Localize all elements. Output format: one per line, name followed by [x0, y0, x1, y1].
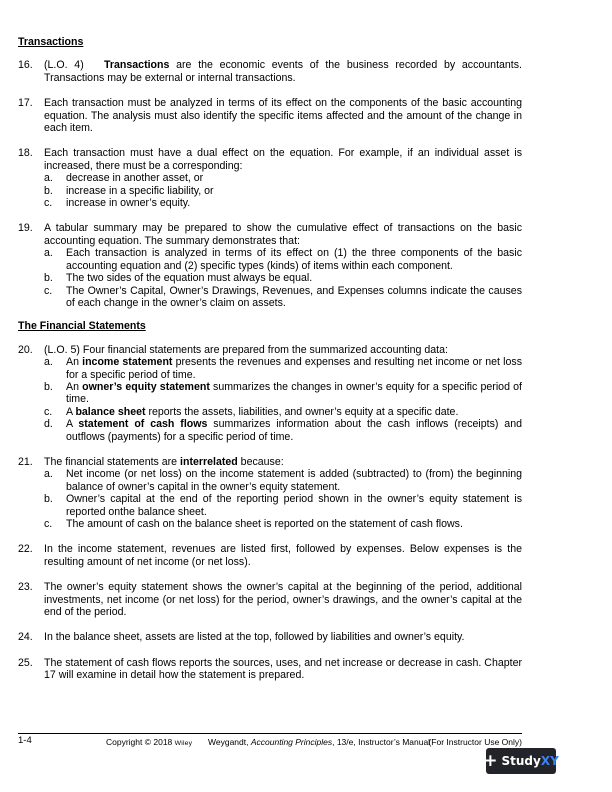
list-item-20: 20. (L.O. 5) Four financial statements are prepared from the summarized accounting data: a. An income statement presents the revenues and expenses and resulting net income or net loss for a specific period of time. b. An owner’s equity statement summarizes the changes in owner’s equity for a specific period of time. c. A balance sheet reports the assets, liabilities, and owner’s equity at a specific date. d. A statement of cash flows summarizes information about the cash inflows (receipts) and outflows (payments) for a specific period of time. [18, 343, 523, 443]
plus-icon: + [483, 750, 498, 771]
sub-item: d. A statement of cash flows summarizes information about the cash inflows (receipts) and outflows (payments) for a specific period of time. [44, 418, 522, 443]
list-item-18: 18. Each transaction must have a dual effect on the equation. For example, if an individual asset is increased, there must be a corresponding: a. decrease in another asset, or b. increase in a specific liability, or c. increase in owner’s equity. [18, 147, 522, 210]
list-item-24: 24. In the balance sheet, assets are listed at the top, followed by liabilities and owner’s equity. [18, 631, 465, 644]
sub-item: b. The two sides of the equation must always be equal. [44, 272, 313, 285]
list-item-21: 21. The financial statements are interrelated because: a. Net income (or net loss) on the income statement is added (subtracted) to (from) the beginning balance of owner’s capital in the owner’s equity statement. b. Owner’s capital at the end of the reporting period shown in the owner’s equity statement is reported onthe balance sheet. c. The amount of cash on the balance sheet is reported on the statement of cash flows. [18, 455, 522, 530]
sub-item: a. Net income (or net loss) on the income statement is added (subtracted) to (from) the beginning balance of owner’s capital in the owner’s equity statement. [44, 468, 522, 493]
sub-item: c. The amount of cash on the balance sheet is reported on the statement of cash flows. [44, 518, 463, 530]
sub-item: c. increase in owner’s equity. [44, 197, 191, 210]
term-interrelated: interrelated [180, 455, 238, 468]
list-item-23: 23. The owner’s equity statement shows the owner’s capital at the beginning of the period, additional investments, net income (or net loss) for the period, owner’s drawings, and the owner’s capital at the end of the period. [18, 581, 522, 619]
term-income-statement: income statement [82, 356, 173, 369]
term-balance-sheet: balance sheet [75, 405, 146, 418]
term-transactions: Transactions [104, 59, 170, 72]
section-heading-transactions: Transactions [18, 36, 84, 48]
sub-item: c. A balance sheet reports the assets, liabilities, and owner’s equity at a specific date. [44, 405, 459, 418]
studyxy-logo[interactable]: + Study XY [486, 748, 556, 774]
copyright-notice: Copyright © 2018 Wiley [106, 737, 193, 747]
document-page [18, 36, 522, 682]
sub-item: a. decrease in another asset, or [44, 172, 204, 185]
sub-item: a. An income statement presents the revenues and expenses and resulting net income or net loss for a specific period of time. [44, 356, 523, 381]
list-item-19: 19. A tabular summary may be prepared to show the cumulative effect of transactions on the basic accounting equation. The summary demonstrates that: a. Each transaction is analyzed in terms of its effect on (1) the three components of the basic accounting equation and (2) specific types (kinds) of items within each component. b. The two sides of the equation must always be equal. c. The Owner’s Capital, Owner’s Drawings, Revenues, and Expenses columns indicate the causes of each change in the owner’s claim on assets. [18, 222, 522, 309]
term-owners-equity-statement: owner’s equity statement [82, 380, 210, 393]
sub-item: b. increase in a specific liability, or [44, 184, 214, 197]
page-number: 1-4 [18, 735, 32, 746]
list-item-16: 16. (L.O. 4) Transactions are the economic events of the business recorded by accountants. Transactions may be external or internal transactions. [18, 59, 522, 84]
sub-item: b. Owner’s capital at the end of the reporting period shown in the owner’s equity statement is reported onthe balance sheet. [44, 493, 522, 518]
sub-item: b. An owner’s equity statement summarizes the changes in owner’s equity for a specific period of time. [44, 380, 523, 406]
list-item-17: 17. Each transaction must be analyzed in terms of its effect on the components of the basic accounting equation. The analysis must also identify the specific items affected and the amount of the change in each item. [18, 97, 522, 135]
sub-item: a. Each transaction is analyzed in terms of its effect on (1) the three components of the basic accounting equation and (2) specific types (kinds) of items within each component. [44, 247, 522, 272]
instructor-use-note: (For Instructor Use Only) [428, 737, 522, 747]
section-heading-financial-statements: The Financial Statements [18, 320, 146, 333]
term-statement-of-cash-flows: statement of cash flows [78, 418, 208, 431]
sub-item: c. The Owner’s Capital, Owner’s Drawings, Revenues, and Expenses columns indicate the causes of each change in the owner’s claim on assets. [44, 284, 522, 309]
footer-divider [18, 733, 522, 734]
list-item-22: 22. In the income statement, revenues are listed first, followed by expenses. Below expenses is the resulting amount of net income (or net loss). [18, 543, 522, 568]
book-citation: Weygandt, Accounting Principles, 13/e, Instructor’s Manual [208, 737, 431, 747]
list-item-25: 25. The statement of cash flows reports the sources, uses, and net increase or decrease in cash. Chapter 17 will examine in detail how the statement is prepared. [18, 656, 522, 682]
